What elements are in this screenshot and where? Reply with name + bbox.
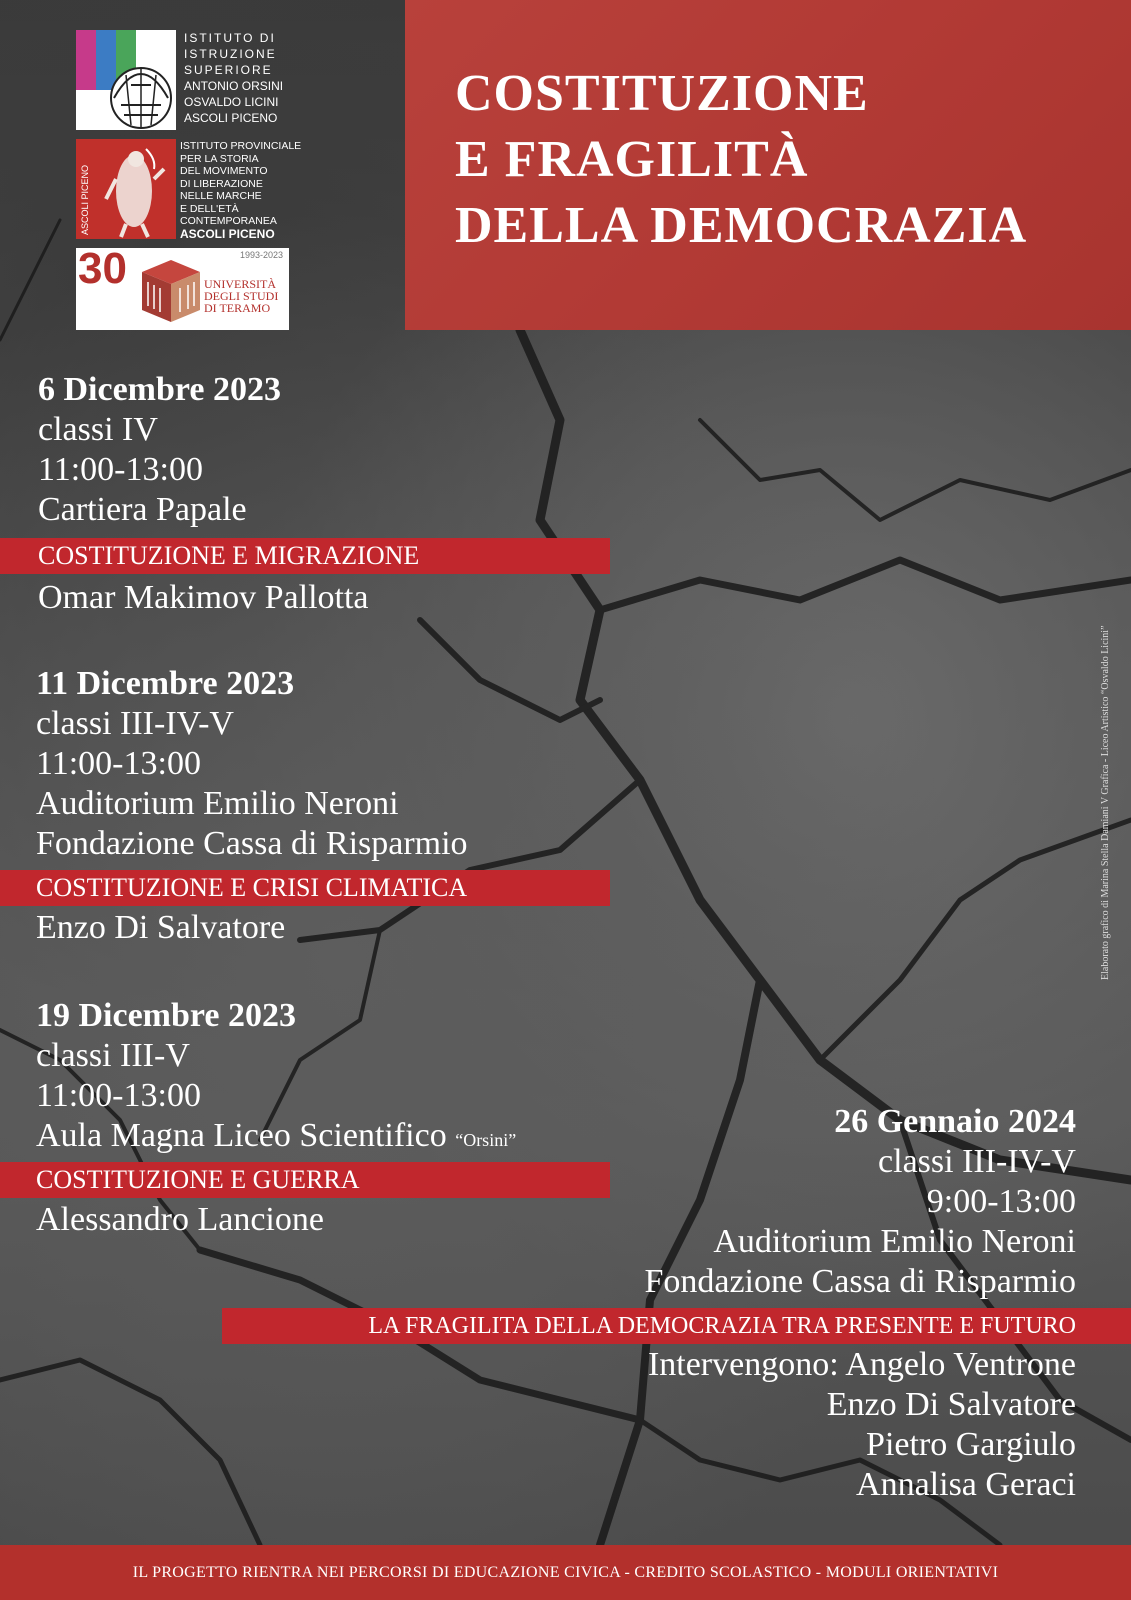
event-place: Auditorium Emilio Neroni (713, 1223, 1076, 1260)
event-speaker: Alessandro Lancione (36, 1201, 324, 1238)
university-anniversary: 30 (78, 244, 127, 293)
event-place-2: Fondazione Cassa di Risparmio (644, 1263, 1076, 1300)
event-classes: classi III-V (36, 1037, 190, 1074)
event-2 (36, 664, 468, 864)
event-classes: classi III-IV-V (36, 705, 234, 742)
title-line-2: E FRAGILITÀ (455, 131, 809, 188)
event-classes: classi III-IV-V (878, 1143, 1076, 1180)
institute-name: ISTITUTO PROVINCIALE PER LA STORIA DEL MOVIMENTO DI LIBERAZIONE NELLE MARCHE E DELL'ETÀ CONTEMPORANEA ASCOLI PICENO (180, 140, 302, 241)
title-line-3: DELLA DEMOCRAZIA (455, 197, 1028, 254)
event-place: Cartiera Papale (38, 491, 247, 528)
event-time: 11:00-13:00 (36, 1077, 201, 1114)
footer-banner: IL PROGETTO RIENTRA NEI PERCORSI DI EDUCAZIONE CIVICA - CREDITO SCOLASTICO - MODULI ORIENTATIVI (0, 1545, 1131, 1600)
speaker-line: Annalisa Geraci (856, 1466, 1076, 1503)
event-topic-band: COSTITUZIONE E CRISI CLIMATICA (0, 870, 610, 906)
event-4-speakers (648, 1345, 1076, 1505)
event-place-small: “Orsini” (455, 1130, 517, 1150)
school-logo (76, 30, 176, 130)
event-date: 11 Dicembre 2023 (36, 665, 295, 702)
event-3-speaker (36, 1200, 324, 1240)
event-speaker: Enzo Di Salvatore (36, 909, 286, 946)
title-block (405, 0, 1131, 330)
event-time: 11:00-13:00 (36, 745, 201, 782)
event-4 (644, 1102, 1076, 1302)
event-place: Aula Magna Liceo Scientifico “Orsini” (36, 1117, 517, 1154)
event-speaker: Omar Makimov Pallotta (38, 579, 369, 616)
university-cube-icon (140, 258, 202, 324)
event-date: 26 Gennaio 2024 (834, 1103, 1076, 1140)
speaker-line: Enzo Di Salvatore (826, 1386, 1076, 1423)
event-topic-band: COSTITUZIONE E GUERRA (0, 1162, 610, 1198)
title-line-1: COSTITUZIONE (455, 65, 869, 122)
speaker-line: Intervengono: Angelo Ventrone (647, 1346, 1076, 1383)
event-2-speaker (36, 908, 285, 948)
event-1 (38, 370, 281, 530)
event-date: 19 Dicembre 2023 (36, 997, 296, 1034)
university-logo (76, 244, 289, 330)
event-time: 11:00-13:00 (38, 451, 203, 488)
speaker-line: Pietro Gargiulo (866, 1426, 1076, 1463)
event-place-2: Fondazione Cassa di Risparmio (36, 825, 468, 862)
event-topic-band: LA FRAGILITA DELLA DEMOCRAZIA TRA PRESENTE E FUTURO (222, 1308, 1131, 1344)
graphic-credit: Elaborato grafico di Marina Stella Damiani V Grafica - Liceo Artistico “Osvaldo Licini” (1100, 625, 1111, 980)
school-name: ISTITUTO DI ISTRUZIONE SUPERIORE ANTONIO ORSINI OSVALDO LICINI ASCOLI PICENO (184, 31, 284, 125)
university-name: UNIVERSITÀ DEGLI STUDI DI TERAMO (204, 277, 279, 315)
event-1-speaker (38, 578, 369, 618)
event-place: Auditorium Emilio Neroni (36, 785, 399, 822)
event-time: 9:00-13:00 (926, 1183, 1076, 1220)
institute-logo (76, 139, 176, 239)
event-3 (36, 996, 516, 1160)
event-topic-band: COSTITUZIONE E MIGRAZIONE (0, 538, 610, 574)
event-classes: classi IV (38, 411, 158, 448)
university-years: 1993-2023 (239, 250, 283, 260)
event-date: 6 Dicembre 2023 (38, 371, 281, 408)
institute-side-text: ASCOLI PICENO (80, 164, 90, 235)
